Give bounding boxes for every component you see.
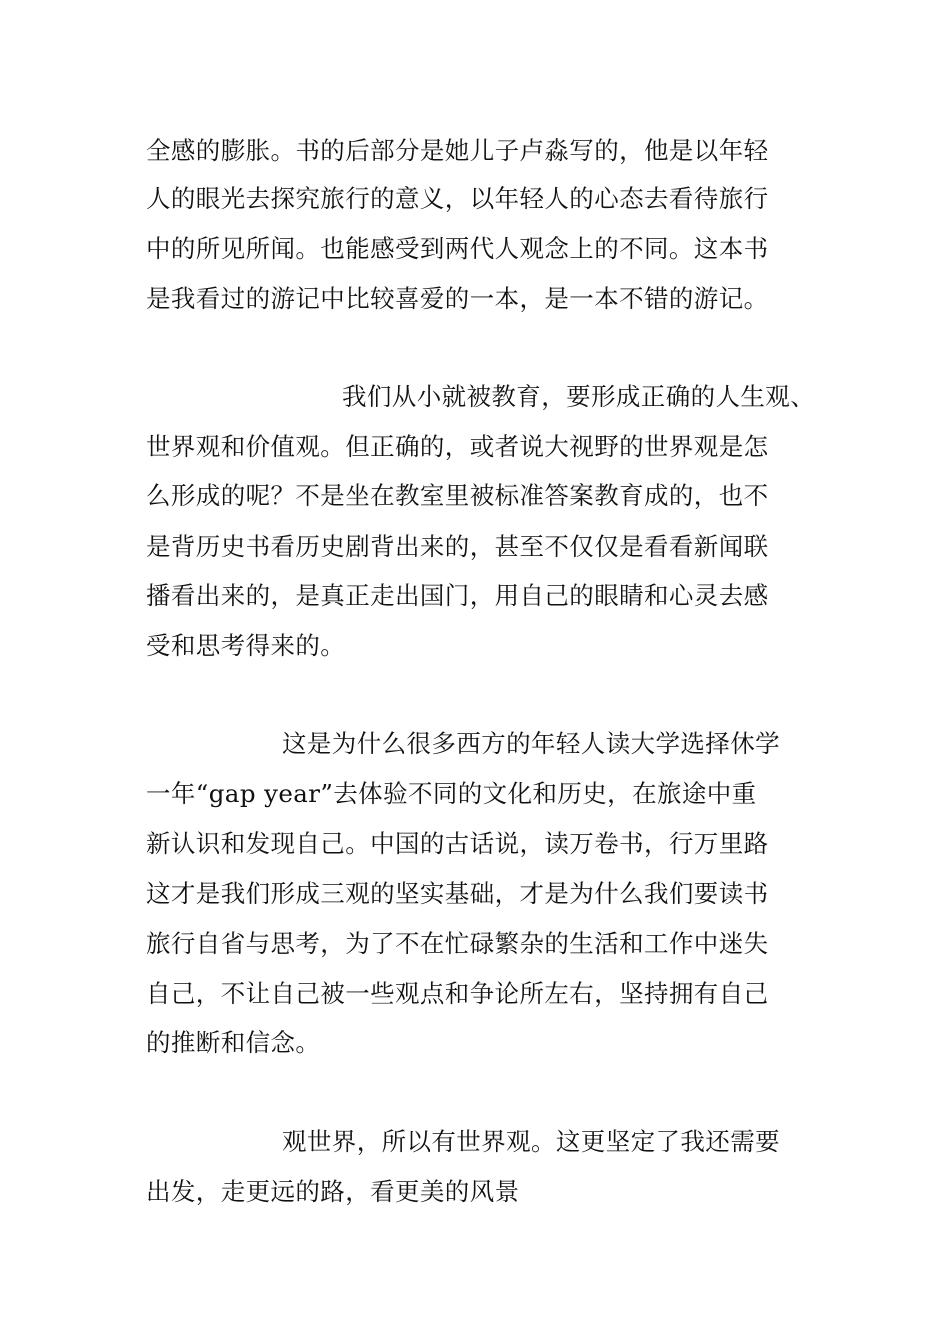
paragraph-3-line-3: 新认识和发现自己。中国的古话说，读万卷书，行万里路: [146, 829, 769, 858]
paragraph-3-line-5: 旅行自省与思考，为了不在忙碌繁杂的生活和工作中迷失: [146, 929, 769, 958]
paragraph-3-line-7: 的推断和信念。: [146, 1028, 321, 1057]
paragraph-1-line-2: 人的眼光去探究旅行的意义，以年轻人的心态去看待旅行: [146, 184, 769, 213]
paragraph-1-line-3: 中的所见所闻。也能感受到两代人观念上的不同。这本书: [146, 234, 769, 263]
paragraph-3-line-2: 一年“gap year”去体验不同的文化和历史，在旅途中重: [146, 779, 757, 808]
paragraph-1-line-4: 是我看过的游记中比较喜爱的一本，是一本不错的游记。: [146, 284, 769, 313]
paragraph-1-line-1: 全感的膨胀。书的后部分是她儿子卢淼写的，他是以年轻: [146, 136, 769, 165]
paragraph-2-line-2: 世界观和价值观。但正确的，或者说大视野的世界观是怎: [146, 432, 769, 461]
paragraph-2-line-3: 么形成的呢？不是坐在教室里被标准答案教育成的，也不: [146, 481, 769, 510]
paragraph-2-line-1: 我们从小就被教育，要形成正确的人生观、: [342, 382, 816, 411]
paragraph-2-line-4: 是背历史书看历史剧背出来的，甚至不仅仅是看看新闻联: [146, 532, 769, 561]
paragraph-4-line-1: 观世界，所以有世界观。这更坚定了我还需要: [282, 1127, 780, 1156]
paragraph-3-line-6: 自己，不让自己被一些观点和争论所左右，坚持拥有自己: [146, 979, 769, 1008]
paragraph-4-line-2: 出发，走更远的路，看更美的风景: [146, 1177, 520, 1206]
paragraph-2-line-6: 受和思考得来的。: [146, 631, 346, 660]
paragraph-2-line-5: 播看出来的，是真正走出国门，用自己的眼睛和心灵去感: [146, 581, 769, 610]
paragraph-3-line-4: 这才是我们形成三观的坚实基础，才是为什么我们要读书: [146, 879, 769, 908]
paragraph-3-line-1: 这是为什么很多西方的年轻人读大学选择休学: [282, 729, 780, 758]
